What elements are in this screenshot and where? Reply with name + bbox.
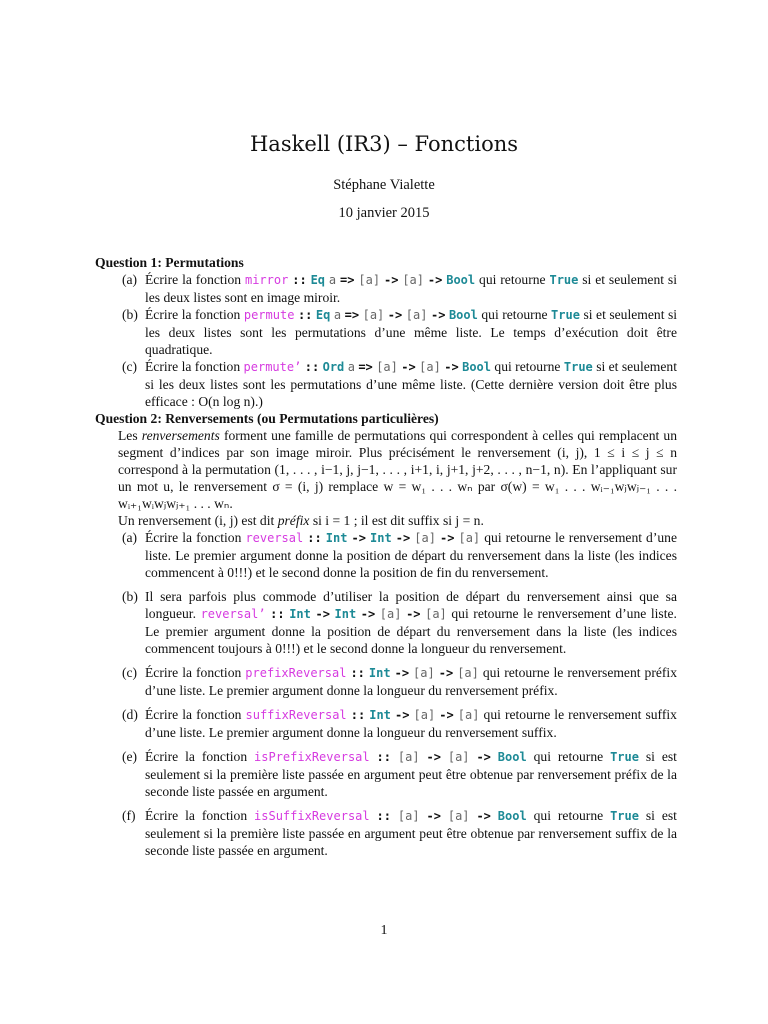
type-signature-token: => (344, 308, 360, 322)
type-signature-token: [a] (413, 708, 436, 722)
function-name: permute (243, 308, 295, 322)
type-signature-token: -> (430, 308, 446, 322)
type-signature-token: -> (476, 750, 491, 764)
item-label: (a) (122, 272, 138, 287)
type-signature-token: -> (444, 360, 459, 374)
type-signature-token: => (340, 273, 355, 287)
type-signature-token: [a] (376, 360, 398, 374)
type-signature-token: [a] (413, 666, 435, 680)
item-text: Il sera parfois plus commode d’utiliser la position de départ du renversement ainsi que sa longueur. (145, 589, 677, 621)
type-signature-token: [a] (447, 809, 470, 823)
intro-text-2: forment une famille de permutations qui correspondent à celles qui remplacent un segment d’indices par son image miroir. Plus précisément le renversement (i, j), 1 ≤ i ≤ j ≤ n correspond à la permutation (1, . . . , i−1, j, j−1, . . . , i+1, i, j+1, j+2, . . . , n−1, n). En l’appliquant sur un mot u, le renversement σ = (i, j) remplace w = w₁ . . . wₙ par σ(w) = w₁ . . . wᵢ₋₁wⱼwⱼ₋₁ . . . wᵢ₊₁wᵢwⱼwⱼ₊₁ . . . wₙ. (118, 428, 678, 511)
type-signature-token: a (328, 273, 337, 287)
def-text-2: si i = 1 ; il est dit suffix si j = n. (312, 513, 484, 528)
type-signature-token: -> (439, 708, 454, 722)
question-1-heading: Question 1: Permutations (95, 255, 244, 270)
type-signature-token: Bool (446, 273, 476, 287)
def-term: préfix (277, 513, 310, 528)
item-text: si et seulement si les deux listes sont les permutations d’une même liste. (Cette dernière version doit être plus efficace : O(n log n).) (145, 359, 677, 409)
type-signature-token: :: (350, 708, 366, 722)
item-text: qui retourne le renversement d’une liste. Le premier argument donne la position de départ du renversement dans la liste (les indices commencent à 0!!!) et le second donne la position de fin du renversement. (145, 530, 678, 580)
type-signature-token: [a] (362, 308, 385, 322)
intro-term: renversements (141, 428, 220, 443)
return-value: True (563, 360, 593, 374)
type-signature-token: -> (426, 750, 441, 764)
item-label: (a) (122, 530, 138, 545)
type-signature-token: [a] (458, 531, 481, 545)
type-signature-token: [a] (457, 708, 480, 722)
type-signature-token: -> (351, 531, 366, 545)
type-signature-token: -> (426, 809, 441, 823)
function-name: isSuffixReversal (254, 809, 370, 823)
type-signature-token: Bool (462, 360, 491, 374)
type-signature-token: [a] (397, 750, 420, 764)
type-signature-token: [a] (414, 531, 436, 545)
type-signature-token: [a] (447, 750, 470, 764)
type-signature-token: Int (325, 531, 348, 545)
item-text: Écrire la fonction (145, 359, 241, 374)
item-text: Écrire la fonction (145, 707, 242, 722)
author: Stéphane Vialette (333, 177, 435, 193)
list-item (95, 271, 677, 306)
type-signature-token: Bool (497, 809, 527, 823)
type-signature-token: Int (334, 607, 357, 621)
item-label: (c) (122, 665, 138, 680)
type-signature-token: :: (376, 809, 391, 823)
def-text-1: Un renversement (i, j) est dit (118, 513, 275, 528)
item-label: (b) (122, 307, 138, 322)
type-signature-token: [a] (419, 360, 441, 374)
type-signature-token: :: (270, 607, 285, 621)
type-signature-token: -> (439, 531, 455, 545)
item-text: qui retourne le renversement suffix d’une liste. Le premier argument donne la longueur du renversement suffix. (145, 707, 677, 740)
type-signature-token: Bool (497, 750, 527, 764)
document-body (95, 254, 677, 866)
date: 10 janvier 2015 (338, 205, 430, 221)
page-number: 1 (380, 923, 388, 938)
item-label: (f) (122, 808, 136, 823)
type-signature-token: Ord (322, 360, 345, 374)
type-signature-token: :: (376, 750, 391, 764)
type-signature-token: :: (292, 273, 307, 287)
type-signature-token: -> (315, 607, 330, 621)
type-signature-token: Int (289, 607, 311, 621)
item-text: qui retourne (479, 272, 546, 287)
return-value: True (610, 750, 639, 764)
item-text: si et seulement si les deux listes sont en image miroir. (145, 272, 677, 305)
type-signature-token: Int (370, 531, 392, 545)
item-text: qui retourne (533, 749, 604, 764)
type-signature-token: :: (307, 531, 322, 545)
function-name: prefixReversal (245, 666, 347, 680)
type-signature-token: -> (406, 607, 421, 621)
return-value: True (551, 308, 580, 322)
question-2-items (95, 529, 677, 859)
item-text: Écrire la fonction (145, 749, 248, 764)
type-signature-token: a (333, 308, 342, 322)
item-text: si et seulement si les deux listes sont les permutations d’une même liste. Le temps d’exécution doit être quadratique. (145, 307, 678, 357)
type-signature-token: -> (438, 666, 454, 680)
item-text: Écrire la fonction (145, 665, 242, 680)
list-item (95, 588, 677, 657)
item-text: Écrire la fonction (145, 307, 241, 322)
item-text: qui retourne (533, 808, 604, 823)
type-signature-token: Int (368, 666, 391, 680)
type-signature-token: -> (427, 273, 443, 287)
item-label: (c) (122, 359, 138, 374)
type-signature-token: -> (387, 308, 403, 322)
type-signature-token: -> (394, 666, 410, 680)
document-title: Haskell (IR3) – Fonctions (249, 132, 519, 156)
intro-text-1: Les (118, 428, 138, 443)
type-signature-token: -> (476, 809, 491, 823)
type-signature-token: [a] (425, 607, 447, 621)
type-signature-token: [a] (397, 809, 420, 823)
type-signature-token: -> (383, 273, 399, 287)
type-signature-token: [a] (402, 273, 424, 287)
list-item (95, 529, 677, 581)
function-name: mirror (244, 273, 289, 287)
question-2-definition (95, 512, 677, 529)
type-signature-token: :: (297, 308, 313, 322)
function-name: reversal’ (200, 607, 266, 621)
type-signature-token: [a] (379, 607, 402, 621)
type-signature-token: => (358, 360, 373, 374)
function-name: isPrefixReversal (254, 750, 370, 764)
item-text: qui retourne le renversement préfix d’une liste. Le premier argument donne la longueur du renversement préfix. (145, 665, 677, 698)
type-signature-token: [a] (358, 273, 381, 287)
type-signature-token: -> (360, 607, 376, 621)
return-value: True (549, 273, 579, 287)
type-signature-token: Int (369, 708, 391, 722)
item-label: (e) (122, 749, 138, 764)
list-item (95, 358, 677, 410)
question-2-intro (95, 427, 677, 512)
list-item (95, 306, 677, 358)
return-value: True (610, 809, 639, 823)
item-text: Écrire la fonction (145, 530, 242, 545)
item-text: Écrire la fonction (145, 272, 242, 287)
list-item (95, 807, 677, 859)
type-signature-token: Eq (310, 273, 326, 287)
type-signature-token: -> (401, 360, 416, 374)
type-signature-token: Eq (315, 308, 331, 322)
type-signature-token: [a] (457, 666, 479, 680)
list-item (95, 706, 677, 741)
item-text: Écrire la fonction (145, 808, 248, 823)
type-signature-token: [a] (405, 308, 428, 322)
item-label: (b) (122, 589, 138, 604)
type-signature-token: a (347, 360, 355, 374)
function-name: permute’ (243, 360, 302, 374)
list-item (95, 748, 677, 800)
type-signature-token: :: (304, 360, 320, 374)
list-item (95, 664, 677, 699)
type-signature-token: -> (394, 708, 410, 722)
type-signature-token: :: (350, 666, 365, 680)
item-text: si est seulement si la première liste passée en argument peut être obtenue par renversement préfix de la seconde liste passée en argument. (145, 749, 677, 799)
type-signature-token: -> (395, 531, 411, 545)
item-text: qui retourne (494, 359, 561, 374)
function-name: suffixReversal (245, 708, 347, 722)
item-text: si est seulement si la première liste passée en argument peut être obtenue par renversement suffix de la seconde liste passée en argument. (145, 808, 677, 858)
item-text: qui retourne (481, 307, 548, 322)
question-2-heading: Question 2: Renversements (ou Permutations particulières) (95, 411, 439, 426)
type-signature-token: Bool (448, 308, 478, 322)
item-text: qui retourne le renversement d’une liste. Le premier argument donne la position de départ du renversement dans la liste (les indices commencent toujours à 0!!!) et le second donne la longueur du renversement. (145, 606, 677, 656)
function-name: reversal (245, 531, 304, 545)
item-label: (d) (122, 707, 138, 722)
question-1-items (95, 271, 677, 410)
